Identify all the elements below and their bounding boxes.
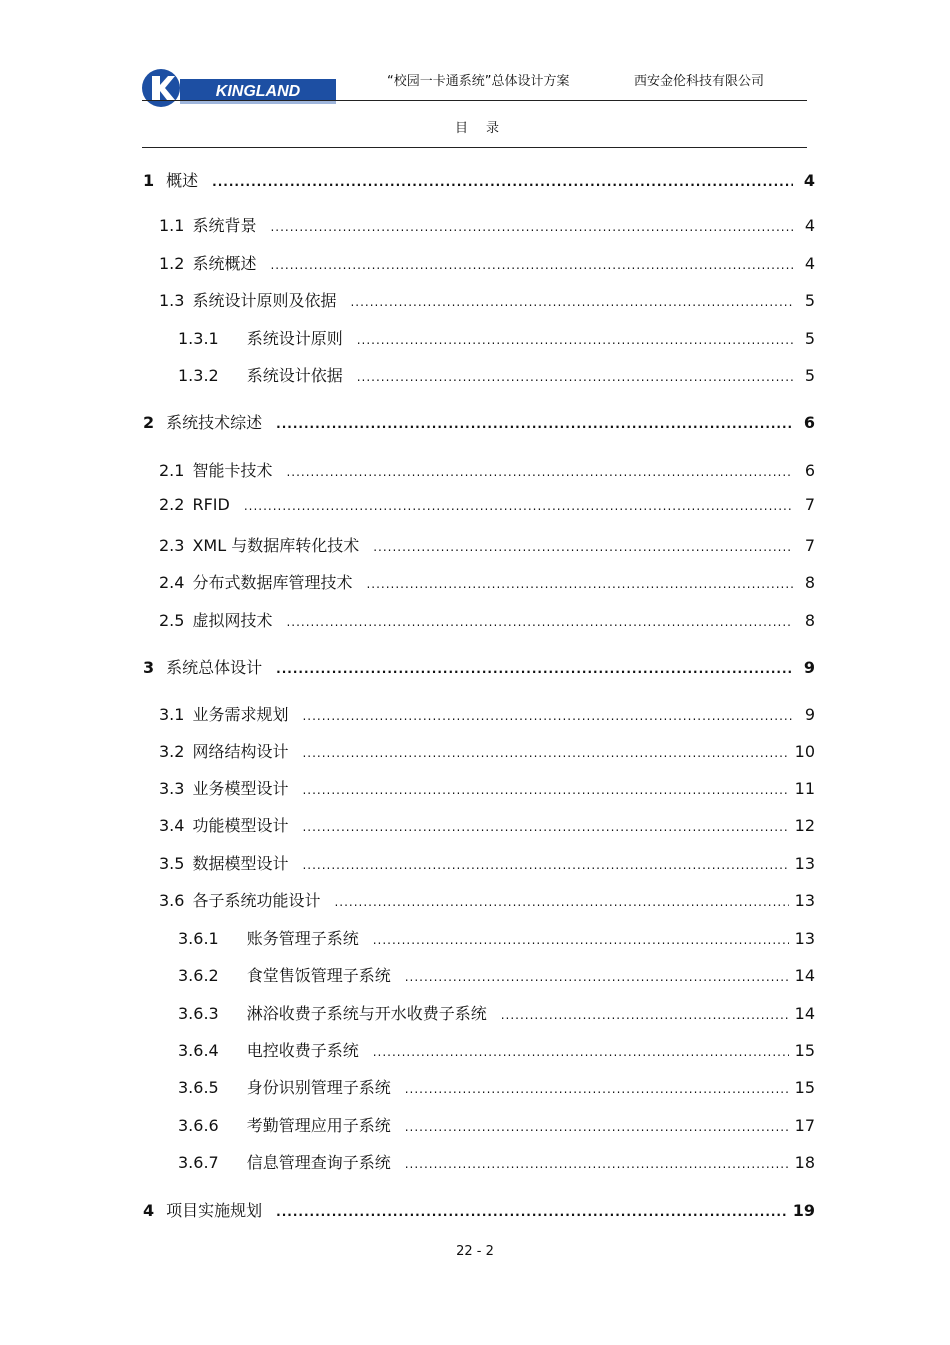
toc-leader-dots xyxy=(302,709,793,723)
toc-entry-page: 6 xyxy=(804,461,815,480)
toc-entry-number: 1.1 xyxy=(159,216,185,235)
toc-entry-page: 17 xyxy=(794,1116,815,1135)
toc-entry-title: 系统技术综述 xyxy=(166,413,263,432)
toc-leader-dots xyxy=(276,662,793,676)
toc-leader-dots xyxy=(302,746,788,760)
toc-entry-title: 考勤管理应用子系统 xyxy=(246,1116,391,1135)
toc-entry[interactable] xyxy=(159,570,815,592)
toc-entry[interactable] xyxy=(159,851,815,873)
toc-entry[interactable] xyxy=(159,608,815,630)
toc-leader-dots xyxy=(405,1157,789,1171)
toc-leader-dots xyxy=(405,1082,789,1096)
toc-entry-page: 7 xyxy=(804,536,815,555)
toc-entry[interactable] xyxy=(159,888,815,910)
company-name: 西安金伦科技有限公司 xyxy=(634,74,765,89)
toc-entry-title: 分布式数据库管理技术 xyxy=(192,573,353,592)
toc-entry-title: 业务模型设计 xyxy=(192,779,289,798)
toc-leader-dots xyxy=(357,370,793,384)
toc-leader-dots xyxy=(373,540,793,554)
toc-entry-page: 12 xyxy=(794,816,815,835)
toc-entry[interactable] xyxy=(159,251,815,273)
toc-entry[interactable] xyxy=(178,1038,815,1060)
toc-entry-number: 2.2 xyxy=(159,495,185,514)
toc-entry[interactable] xyxy=(143,168,815,190)
toc-leader-dots xyxy=(244,499,793,513)
toc-entry-title: 系统背景 xyxy=(192,216,257,235)
toc-entry-number: 2 xyxy=(143,413,155,432)
toc-entry-page: 4 xyxy=(804,254,815,273)
toc-entry[interactable] xyxy=(159,776,815,798)
toc-leader-dots xyxy=(270,258,793,272)
document-title: “校园一卡通系统”总体设计方案 xyxy=(387,74,570,89)
toc-leader-dots xyxy=(276,417,793,431)
toc-entry-page: 8 xyxy=(804,611,815,630)
toc-entry-page: 13 xyxy=(794,929,815,948)
toc-entry[interactable] xyxy=(159,288,815,310)
toc-leader-dots xyxy=(286,465,793,479)
toc-entry-number: 4 xyxy=(143,1201,155,1220)
toc-entry[interactable] xyxy=(178,1075,815,1097)
toc-entry-title: 功能模型设计 xyxy=(192,816,289,835)
toc-entry-number: 3 xyxy=(143,658,155,677)
toc-entry-number: 3.3 xyxy=(159,779,185,798)
toc-entry-number: 3.4 xyxy=(159,816,185,835)
toc-entry-page: 14 xyxy=(794,1004,815,1023)
toc-entry[interactable] xyxy=(159,458,815,480)
toc-heading: 目录 xyxy=(455,121,518,136)
toc-entry[interactable] xyxy=(159,495,815,517)
toc-entry-title: 系统概述 xyxy=(192,254,257,273)
toc-entry-page: 18 xyxy=(794,1153,815,1172)
toc-entry-title: 电控收费子系统 xyxy=(246,1041,359,1060)
toc-entry-title: 虚拟网技术 xyxy=(192,611,273,630)
toc-entry-number: 1.3.1 xyxy=(178,329,219,348)
toc-entry[interactable] xyxy=(143,1198,815,1220)
toc-entry-number: 3.6.6 xyxy=(178,1116,219,1135)
toc-entry-title: 身份识别管理子系统 xyxy=(246,1078,391,1097)
toc-entry-number: 3.6.7 xyxy=(178,1153,219,1172)
toc-leader-dots xyxy=(357,333,793,347)
toc-entry[interactable] xyxy=(178,1001,815,1023)
toc-leader-dots xyxy=(405,970,789,984)
toc-entry-number: 3.6.1 xyxy=(178,929,219,948)
toc-entry[interactable] xyxy=(178,1150,815,1172)
toc-entry-number: 1.3 xyxy=(159,291,185,310)
toc-entry[interactable] xyxy=(159,702,815,724)
toc-entry-page: 8 xyxy=(804,573,815,592)
toc-entry-title: 系统设计依据 xyxy=(246,366,343,385)
toc-entry[interactable] xyxy=(178,1113,815,1135)
toc-entry-title: 网络结构设计 xyxy=(192,742,289,761)
toc-entry-page: 4 xyxy=(803,171,815,190)
toc-leader-dots xyxy=(373,933,789,947)
toc-entry-number: 3.6 xyxy=(159,891,185,910)
toc-entry-number: 2.1 xyxy=(159,461,185,480)
toc-entry-title: 项目实施规划 xyxy=(166,1201,263,1220)
toc-entry[interactable] xyxy=(178,963,815,985)
toc-leader-dots xyxy=(334,895,788,909)
toc-entry-page: 10 xyxy=(794,742,815,761)
toc-entry-page: 6 xyxy=(803,413,815,432)
toc-entry[interactable] xyxy=(159,533,815,555)
toc-entry-number: 3.6.4 xyxy=(178,1041,219,1060)
toc-entry-number: 1 xyxy=(143,171,155,190)
toc-entry-title: 业务需求规划 xyxy=(192,705,289,724)
toc-entry-page: 5 xyxy=(804,329,815,348)
toc-entry-page: 4 xyxy=(804,216,815,235)
toc-entry-page: 5 xyxy=(804,291,815,310)
toc-leader-dots xyxy=(270,220,793,234)
toc-entry-title: 系统设计原则 xyxy=(246,329,343,348)
toc-entry-title: 食堂售饭管理子系统 xyxy=(246,966,391,985)
toc-leader-dots xyxy=(366,577,793,591)
toc-entry-number: 3.6.3 xyxy=(178,1004,219,1023)
toc-entry-page: 15 xyxy=(794,1041,815,1060)
toc-leader-dots xyxy=(302,820,788,834)
toc-entry-page: 19 xyxy=(792,1201,815,1220)
toc-leader-dots xyxy=(501,1008,789,1022)
toc-entry-number: 1.2 xyxy=(159,254,185,273)
toc-leader-dots xyxy=(373,1045,789,1059)
toc-entry-number: 2.3 xyxy=(159,536,185,555)
toc-entry-number: 3.6.2 xyxy=(178,966,219,985)
page-number: 22 - 2 xyxy=(456,1244,494,1259)
toc-entry[interactable] xyxy=(178,326,815,348)
toc-entry-number: 2.5 xyxy=(159,611,185,630)
toc-entry-title: 淋浴收费子系统与开水收费子系统 xyxy=(246,1004,487,1023)
toc-entry-page: 9 xyxy=(803,658,815,677)
toc-entry-number: 2.4 xyxy=(159,573,185,592)
toc-leader-dots xyxy=(405,1120,789,1134)
toc-entry-page: 15 xyxy=(794,1078,815,1097)
toc-entry-page: 13 xyxy=(794,854,815,873)
toc-leader-dots xyxy=(212,175,793,189)
toc-leader-dots xyxy=(302,858,788,872)
toc-entry-title: 系统设计原则及依据 xyxy=(192,291,337,310)
toc-entry[interactable] xyxy=(143,410,815,432)
toc-entry-number: 3.6.5 xyxy=(178,1078,219,1097)
logo-text: KINGLAND xyxy=(215,83,301,100)
toc-entry-page: 11 xyxy=(794,779,815,798)
toc-entry-title: XML 与数据库转化技术 xyxy=(192,536,360,555)
toc-entry-number: 1.3.2 xyxy=(178,366,219,385)
toc-entry[interactable] xyxy=(178,363,815,385)
toc-entry-page: 5 xyxy=(804,366,815,385)
toc-entry[interactable] xyxy=(178,926,815,948)
toc-entry-title: 系统总体设计 xyxy=(166,658,263,677)
toc-entry-page: 9 xyxy=(804,705,815,724)
toc-entry-title: 概述 xyxy=(166,171,199,190)
toc-entry-title: 信息管理查询子系统 xyxy=(246,1153,391,1172)
toc-entry-title: 智能卡技术 xyxy=(192,461,273,480)
toc-leader-dots xyxy=(302,783,788,797)
toc-entry-title: 数据模型设计 xyxy=(192,854,289,873)
toc-entry-number: 3.5 xyxy=(159,854,185,873)
toc-leader-dots xyxy=(276,1205,787,1219)
toc-leader-dots xyxy=(350,295,793,309)
toc-entry[interactable] xyxy=(159,213,815,235)
toc-leader-dots xyxy=(286,615,793,629)
toc-entry-page: 13 xyxy=(794,891,815,910)
toc-entry-number: 3.2 xyxy=(159,742,185,761)
toc-entry-title: 各子系统功能设计 xyxy=(192,891,321,910)
toc-entry-number: 3.1 xyxy=(159,705,185,724)
toc-entry-page: 14 xyxy=(794,966,815,985)
toc-entry[interactable] xyxy=(159,739,815,761)
toc-entry[interactable] xyxy=(143,655,815,677)
toc-entry[interactable] xyxy=(159,813,815,835)
toc-entry-page: 7 xyxy=(804,495,815,514)
toc-entry-title: 账务管理子系统 xyxy=(246,929,359,948)
toc-entry-title: RFID xyxy=(192,495,230,514)
